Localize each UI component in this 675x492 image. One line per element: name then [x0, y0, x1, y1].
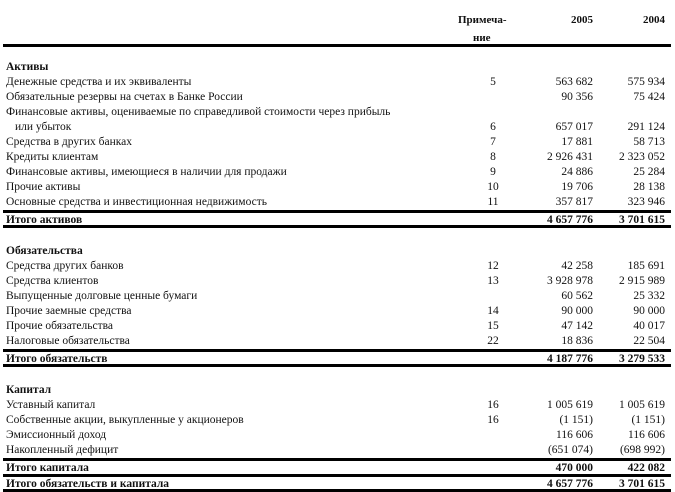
note-ref: 6 [490, 121, 496, 133]
row-label: Выпущенные долговые ценные бумаги [6, 290, 198, 302]
value-2004: 2 915 989 [619, 275, 665, 287]
value-2005: 116 606 [556, 429, 593, 441]
total-2004: 3 701 615 [619, 214, 665, 226]
section-heading [3, 383, 671, 398]
note-ref: 5 [490, 76, 496, 88]
note-ref: 9 [490, 166, 496, 178]
value-2004: 1 005 619 [619, 399, 665, 411]
row-label: Средства других банков [6, 260, 124, 272]
table-row [3, 165, 671, 180]
value-2005: 17 881 [561, 136, 593, 148]
table-header [3, 0, 671, 47]
note-ref: 8 [490, 151, 496, 163]
section-title: Капитал [6, 384, 52, 396]
note-ref: 14 [487, 305, 499, 317]
value-2004: 323 946 [627, 196, 665, 208]
row-label: Прочие заемные средства [6, 305, 132, 317]
spacer [3, 367, 671, 383]
row-label: Прочие активы [6, 181, 81, 193]
table-body [3, 47, 671, 492]
value-2004: (698 992) [619, 444, 665, 456]
value-2004: 185 691 [627, 260, 665, 272]
section-title: Обязательства [6, 245, 83, 257]
notes-header-line2: ние [473, 32, 491, 44]
total-row [3, 210, 671, 228]
value-2005: (651 074) [547, 444, 593, 456]
total-2005: 4 657 776 [547, 214, 593, 226]
row-label: Налоговые обязательства [6, 335, 130, 347]
total-2004: 3 279 533 [619, 353, 665, 365]
value-2004: 575 934 [627, 76, 665, 88]
row-label: Денежные средства и их эквиваленты [6, 76, 192, 88]
table-row [3, 413, 671, 428]
value-2004: 75 424 [633, 91, 665, 103]
table-row [3, 428, 671, 443]
row-label: Основные средства и инвестиционная недвижимость [6, 196, 267, 208]
note-ref: 22 [487, 335, 499, 347]
value-2005: 357 817 [555, 196, 593, 208]
table-row [3, 398, 671, 413]
table-row [3, 195, 671, 210]
value-2005: (1 151) [559, 414, 593, 426]
row-label: Средства в других банках [6, 136, 132, 148]
row-label: Собственные акции, выкупленные у акционеров [6, 414, 244, 426]
value-2005: 2 926 431 [547, 151, 593, 163]
row-label: Накопленный дефицит [6, 444, 119, 456]
value-2005: 60 562 [561, 290, 593, 302]
row-label: Эмиссионный доход [6, 429, 107, 441]
value-2004: 90 000 [633, 305, 665, 317]
table-row [3, 319, 671, 334]
note-ref: 16 [487, 399, 499, 411]
row-label: Средства клиентов [6, 275, 99, 287]
table-row [3, 180, 671, 195]
table-row [3, 274, 671, 289]
value-2005: 90 356 [561, 91, 593, 103]
value-2005: 19 706 [561, 181, 593, 193]
table-row-continuation [3, 120, 671, 135]
note-ref: 16 [487, 414, 499, 426]
value-2005: 90 000 [561, 305, 593, 317]
value-2005: 1 005 619 [547, 399, 593, 411]
value-2004: 28 138 [633, 181, 665, 193]
value-2004: 58 713 [633, 136, 665, 148]
spacer [3, 47, 671, 60]
table-row [3, 334, 671, 349]
spacer [3, 228, 671, 244]
total-label: Итого капитала [6, 462, 89, 474]
note-ref: 15 [487, 320, 499, 332]
total-2005: 4 657 776 [547, 478, 593, 490]
section-heading [3, 244, 671, 259]
value-2004: 116 606 [628, 429, 665, 441]
table-row [3, 75, 671, 90]
row-label: Финансовые активы, оцениваемые по справедливой стоимости через прибыль [6, 106, 391, 118]
total-2005: 470 000 [555, 462, 593, 474]
value-2004: 2 323 052 [619, 151, 665, 163]
balance-sheet [3, 0, 671, 492]
row-label: Финансовые активы, имеющиеся в наличии для продажи [6, 166, 287, 178]
row-label: Обязательные резервы на счетах в Банке России [6, 91, 243, 103]
value-2005: 3 928 978 [547, 275, 593, 287]
year-2005-header: 2005 [571, 14, 593, 26]
value-2004: 25 284 [633, 166, 665, 178]
table-row [3, 105, 671, 120]
notes-header-line1: Примеча- [458, 14, 507, 26]
total-2004: 422 082 [627, 462, 665, 474]
row-label: Уставный капитал [6, 399, 96, 411]
row-label-continuation: или убыток [15, 121, 72, 133]
total-row [3, 474, 671, 492]
value-2005: 47 142 [561, 320, 593, 332]
total-label: Итого активов [6, 214, 83, 226]
table-row [3, 90, 671, 105]
note-ref: 7 [490, 136, 496, 148]
total-row [3, 349, 671, 367]
value-2005: 24 886 [561, 166, 593, 178]
section-heading [3, 60, 671, 75]
total-2004: 3 701 615 [619, 478, 665, 490]
value-2005: 42 258 [561, 260, 593, 272]
value-2004: (1 151) [631, 414, 665, 426]
table-row [3, 289, 671, 304]
total-row [3, 458, 671, 474]
note-ref: 13 [487, 275, 499, 287]
total-2005: 4 187 776 [547, 353, 593, 365]
total-label: Итого обязательств и капитала [6, 478, 170, 490]
value-2005: 18 836 [561, 335, 593, 347]
note-ref: 12 [487, 260, 499, 272]
value-2004: 291 124 [627, 121, 665, 133]
row-label: Кредиты клиентам [6, 151, 99, 163]
row-label: Прочие обязательства [6, 320, 114, 332]
table-row [3, 150, 671, 165]
table-row [3, 443, 671, 458]
table-row [3, 304, 671, 319]
table-row [3, 135, 671, 150]
value-2004: 22 504 [633, 335, 665, 347]
year-2004-header: 2004 [643, 14, 665, 26]
total-label: Итого обязательств [6, 353, 108, 365]
value-2004: 40 017 [633, 320, 665, 332]
value-2005: 563 682 [555, 76, 593, 88]
section-title: Активы [6, 61, 49, 73]
note-ref: 10 [487, 181, 499, 193]
value-2005: 657 017 [555, 121, 593, 133]
value-2004: 25 332 [633, 290, 665, 302]
table-row [3, 259, 671, 274]
note-ref: 11 [487, 196, 499, 208]
